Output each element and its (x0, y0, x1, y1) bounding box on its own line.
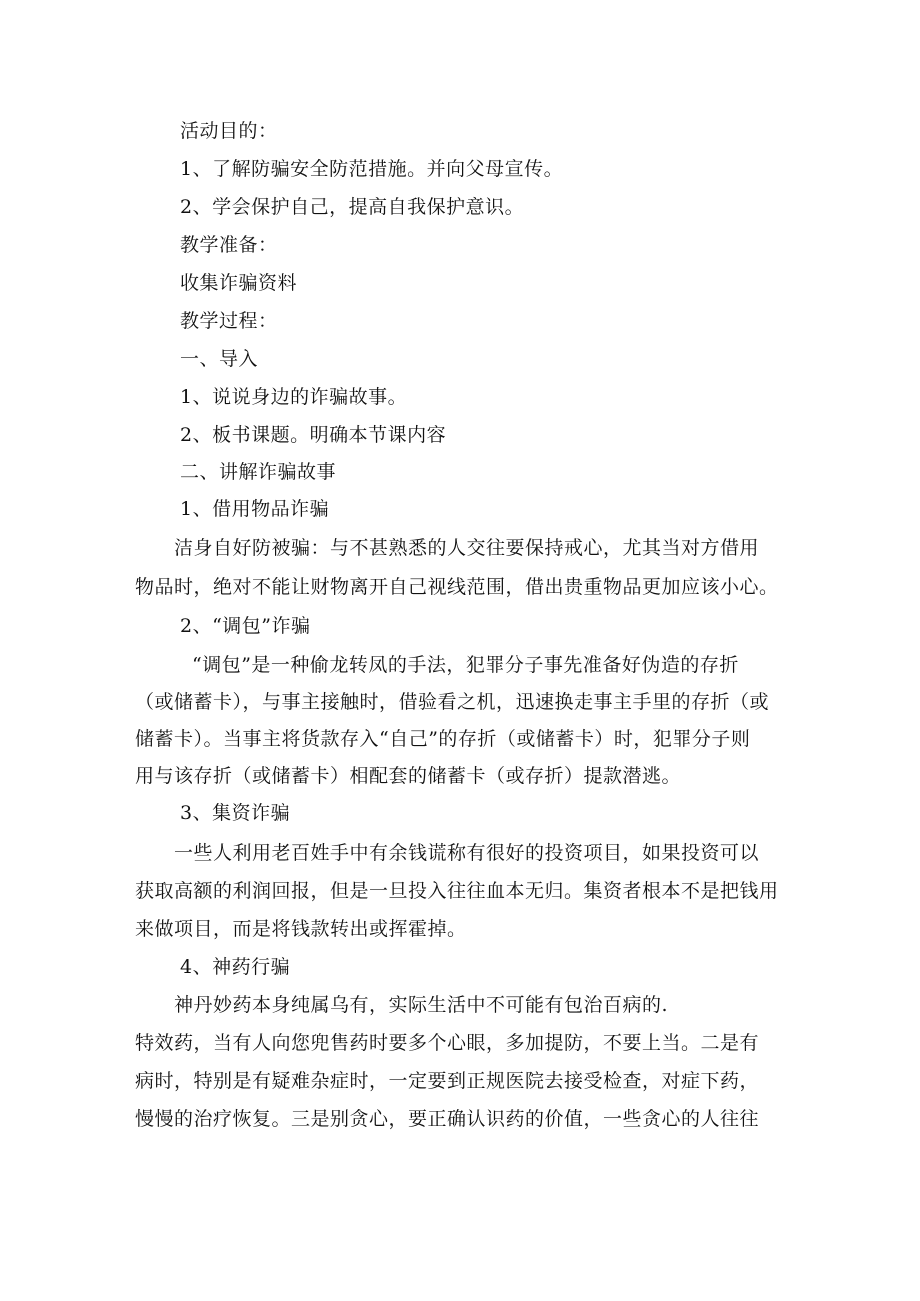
section-fraud-stories-heading: 二、讲解诈骗故事 (180, 461, 337, 483)
heading-teaching-process: 教学过程： (180, 310, 278, 332)
heading-activity-goals: 活动目的： (180, 120, 278, 142)
heading-teaching-preparation: 教学准备： (180, 234, 278, 256)
story-1-paragraph-line: 洁身自好防被骗：与不甚熟悉的人交往要保持戒心，尤其当对方借用 (174, 537, 760, 559)
story-3-paragraph-line: 一些人利用老百姓手中有余钱谎称有很好的投资项目，如果投资可以 (174, 842, 760, 864)
story-4-paragraph-line: 慢慢的治疗恢复。三是别贪心，要正确认识药的价值，一些贪心的人往往 (135, 1108, 760, 1130)
story-2-paragraph-line: （或储蓄卡），与事主接触时，借验看之机，迅速换走事主手里的存折（或 (135, 691, 770, 713)
goal-item-2: 2、学会保护自己，提高自我保护意识。 (180, 196, 525, 218)
story-4-paragraph-line: 神丹妙药本身纯属乌有，实际生活中不可能有包治百病的. (174, 994, 669, 1016)
story-4-heading: 4、神药行骗 (180, 956, 291, 978)
story-3-paragraph-line: 来做项目，而是将钱款转出或挥霍掉。 (135, 918, 467, 940)
story-4-paragraph-line: 病时，特别是有疑难杂症时，一定要到正规医院去接受检查，对症下药， (135, 1070, 760, 1092)
story-3-paragraph-line: 获取高额的利润回报，但是一旦投入往往血本无归。集资者根本不是把钱用 (135, 880, 779, 902)
intro-item-1: 1、说说身边的诈骗故事。 (180, 386, 408, 408)
section-intro-heading: 一、导入 (180, 348, 259, 370)
story-2-paragraph-line: 储蓄卡）。当事主将货款存入“自己”的存折（或储蓄卡）时，犯罪分子则 (135, 728, 751, 750)
goal-item-1: 1、了解防骗安全防范措施。并向父母宣传。 (180, 158, 564, 180)
story-2-heading: 2、“调包”诈骗 (180, 615, 311, 637)
story-2-paragraph-line: 用与该存折（或储蓄卡）相配套的储蓄卡（或存折）提款潜逃。 (135, 765, 682, 787)
intro-item-2: 2、板书课题。明确本节课内容 (180, 424, 447, 446)
story-1-paragraph-line: 物品时，绝对不能让财物离开自己视线范围，借出贵重物品更加应该小心。 (135, 576, 779, 598)
story-2-paragraph-line: “调包”是一种偷龙转凤的手法，犯罪分子事先准备好伪造的存折 (192, 654, 739, 676)
story-3-heading: 3、集资诈骗 (180, 802, 291, 824)
preparation-text: 收集诈骗资料 (180, 272, 298, 294)
story-4-paragraph-line: 特效药，当有人向您兜售药时要多个心眼，多加提防，不要上当。二是有 (135, 1032, 760, 1054)
story-1-heading: 1、借用物品诈骗 (180, 498, 330, 520)
